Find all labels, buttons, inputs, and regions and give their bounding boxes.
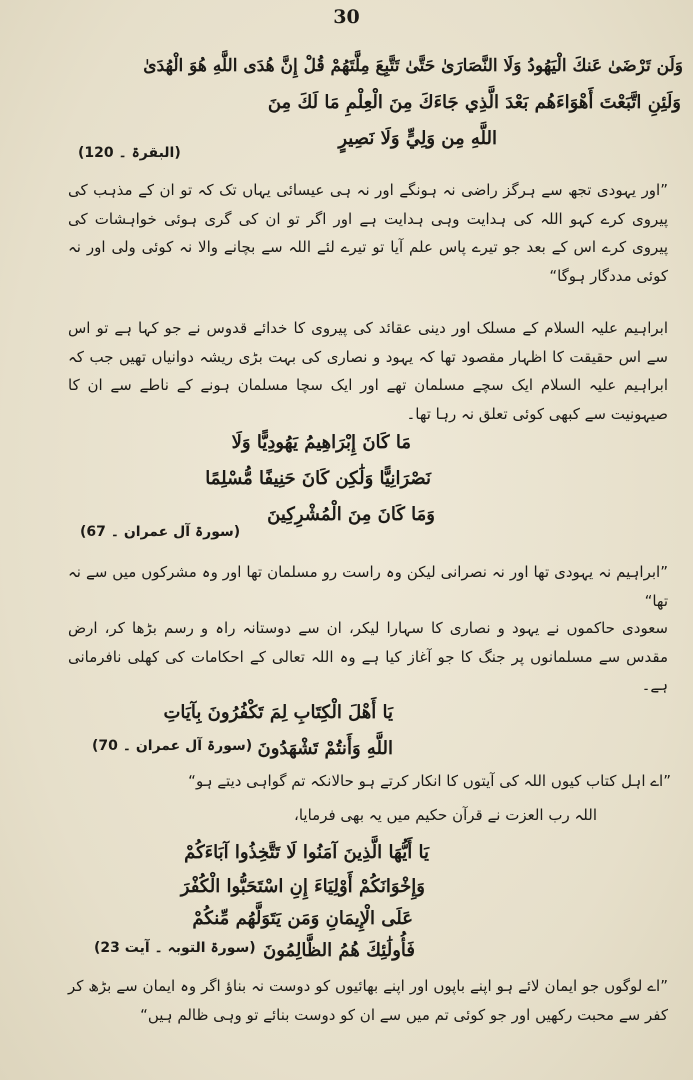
verse-4-line-4: فَأُولَٰئِكَ هُمُ الظَّالِمُونَ — [262, 940, 415, 961]
translation-3: ”اے اہل کتاب کیوں اللہ کی آیتوں کا انکار کرتے ہو حالانکہ تم گواہی دیتے ہو“ — [188, 772, 671, 790]
verse-3-reference: (سورۃ آل عمران ۔ 70) — [92, 738, 253, 754]
paragraph-1: ابراہیم علیہ السلام کے مسلک اور دینی عقائد کی پیروی کا خدائے قدوس نے جو کہا ہے تو اس سے اس حقیقت کا اظہار مقصود تھا کہ یہود و نصاری کی بہت بڑی ریشہ دوانیاں تھیں جب کہ ابراہیم علیہ السلام ایک سچے مسلمان تھے اور ایک سچا مسلمان ہونے کے ناطے سے ان کا صیہونیت سے کبھی کوئی تعلق نہ رہا تھا۔ — [68, 319, 668, 423]
verse-4-line-2: وَإِخْوَانَكُمْ أَوْلِيَاءَ إِنِ اسْتَحَبُّوا الْكُفْرَ — [180, 876, 425, 897]
translation-2: ”ابراہیم نہ یہودی تھا اور نہ نصرانی لیکن وہ راست رو مسلمان تھا اور وہ مشرکوں میں سے نہ تھا“ — [68, 563, 668, 610]
translation-1: ”اور یہودی تجھ سے ہرگز راضی نہ ہونگے اور نہ ہی عیسائی یہاں تک کہ تو ان کے مذہب کی پیروی کرے کہو اللہ کی ہدایت وہی ہدایت ہے اور اگر تو ان کی گری ہوئی خواہشات کی پیروی کرے اس کے بعد جو تیرے پاس علم آیا تو تیرے لئے اللہ سے بچانے والا نہ کوئی ولی اور نہ کوئی مددگار ہوگا“ — [68, 181, 668, 285]
translation-4: ”اے لوگوں جو ایمان لائے ہو اپنے باپوں اور اپنے بھائیوں کو دوست نہ بناؤ اگر وہ ایمان سے بڑھ کر کفر سے محبت رکھیں اور جو کوئی تم میں سے ان کو دوست بنائے تو وہی ظالم ہیں“ — [68, 977, 668, 1024]
verse-3-line-2: اللَّهِ وَأَنتُمْ تَشْهَدُونَ — [257, 738, 393, 759]
verse-2-reference: (سورۃ آل عمران ۔ 67) — [80, 524, 241, 540]
paragraph-2: سعودی حاکموں نے یہود و نصاری کا سہارا لیکر، ان سے دوستانہ راہ و رسم بڑھا کر، ارض مقدس سے مسلمانوں پر جنگ کا جو آغاز کیا ہے وہ اللہ تعالی کے احکامات کی کھلی نافرمانی ہے۔ — [68, 619, 668, 694]
verse-4-line-3: عَلَى الْإِيمَانِ وَمَن يَتَوَلَّهُم مِّنكُمْ — [192, 908, 413, 929]
verse-2-line-2: نَصْرَانِيًّا وَلَٰكِن كَانَ حَنِيفًا مُّسْلِمًا — [205, 468, 431, 489]
verse-3-line-1: يَا أَهْلَ الْكِتَابِ لِمَ تَكْفُرُونَ بِآيَاتِ — [163, 702, 393, 723]
verse-1-reference: (البقرۃ ۔ 120) — [78, 145, 181, 161]
verse-4-reference: (سورۃ التوبہ ۔ آیت 23) — [94, 940, 256, 956]
verse-2-line-3: وَمَا كَانَ مِنَ الْمُشْرِكِينَ — [267, 504, 435, 525]
verse-2-line-1: مَا كَانَ إِبْرَاهِيمُ يَهُودِيًّا وَلَا — [231, 432, 411, 453]
verse-4-line-1: يَا أَيُّهَا الَّذِينَ آمَنُوا لَا تَتَّخِذُوا آبَاءَكُمْ — [184, 842, 429, 863]
verse-1-line-1: وَلَن تَرْضَىٰ عَنكَ الْيَهُودُ وَلَا النَّصَارَىٰ حَتَّىٰ تَتَّبِعَ مِلَّتَهُمْ قُلْ إِنَّ هُدَى اللَّهِ هُوَ الْهُدَىٰ — [143, 56, 683, 76]
verse-1-line-2: وَلَئِنِ اتَّبَعْتَ أَهْوَاءَهُم بَعْدَ الَّذِي جَاءَكَ مِنَ الْعِلْمِ مَا لَكَ مِنَ — [267, 92, 681, 113]
verse-1-line-3: اللَّهِ مِن وَلِيٍّ وَلَا نَصِيرٍ — [338, 128, 497, 149]
page-number: 30 — [333, 6, 360, 28]
intro-4: اللہ رب العزت نے قرآن حکیم میں یہ بھی فرمایا، — [294, 806, 597, 824]
